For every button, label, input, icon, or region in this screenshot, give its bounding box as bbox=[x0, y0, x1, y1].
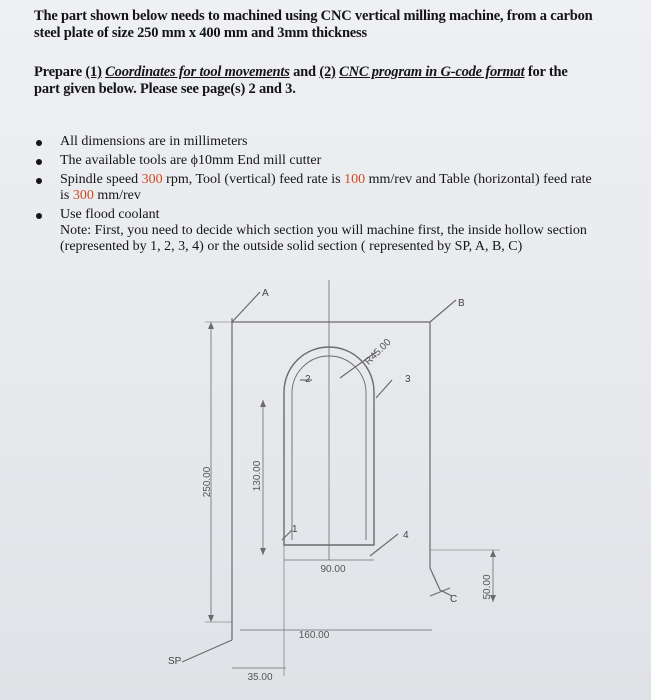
label-point-1: 1 bbox=[292, 524, 298, 535]
label-SP: SP bbox=[168, 656, 182, 667]
dim-label-offset-x: 35.00 bbox=[247, 672, 273, 683]
bullet-tools-size: ϕ10mm bbox=[190, 153, 234, 168]
prepare-lead: Prepare bbox=[34, 64, 86, 80]
tool-feed-value: 100 bbox=[344, 172, 366, 187]
prepare-item2-number: (2) bbox=[319, 64, 336, 80]
bullet-tools-post: End mill cutter bbox=[233, 153, 322, 168]
bullet-coolant: Use flood coolant bbox=[60, 207, 160, 222]
prepare-item1-text: Coordinates for tool movements bbox=[105, 64, 290, 80]
label-point-3: 3 bbox=[405, 374, 411, 385]
bullet-spindle-line2-post: mm/rev bbox=[93, 188, 141, 203]
arrow-head bbox=[260, 548, 266, 555]
table-feed-value: 300 bbox=[72, 188, 94, 203]
spindle-speed-value: 300 bbox=[141, 172, 163, 187]
sp-line bbox=[182, 640, 232, 662]
leader-3 bbox=[376, 380, 392, 398]
dim-label-radius: R45.00 bbox=[362, 336, 394, 368]
prepare-and: and bbox=[289, 64, 320, 80]
arrow-head bbox=[208, 615, 214, 622]
label-C: C bbox=[450, 594, 458, 605]
intro-line-1: The part shown below needs to machined using CNC vertical milling machine, from a carbon bbox=[34, 8, 593, 24]
prepare-tail: for the bbox=[524, 64, 568, 80]
intro-line-2: steel plate of size 250 mm x 400 mm and 3mm thickness bbox=[34, 25, 367, 41]
label-point-2: 2 bbox=[305, 374, 311, 385]
dim-label-height-outer: 250.00 bbox=[202, 466, 213, 498]
bullet-spindle-mid1: rpm, Tool (vertical) feed rate is bbox=[162, 172, 345, 187]
dim-label-offset-y: 50.00 bbox=[482, 574, 493, 600]
arrow-head bbox=[208, 322, 214, 329]
dim-label-inner-width: 90.00 bbox=[320, 564, 346, 575]
bullet-spindle-pre: Spindle speed bbox=[60, 172, 142, 187]
outer-top-edge bbox=[232, 322, 452, 596]
bullet-tools-pre: The available tools are bbox=[60, 153, 191, 168]
outer-chamfer-top bbox=[430, 300, 456, 322]
bullet-dimensions: All dimensions are in millimeters bbox=[60, 134, 248, 149]
prepare-item2-text: CNC program in G-code format bbox=[339, 64, 525, 80]
note-line-2: (represented by 1, 2, 3, 4) or the outside solid section ( represented by SP, A, B, C) bbox=[60, 239, 523, 254]
arrow-head bbox=[490, 550, 496, 557]
prepare-item1-number: (1) bbox=[85, 64, 102, 80]
label-A: A bbox=[262, 288, 269, 299]
prepare-line-2: part given below. Please see page(s) 2 and 3. bbox=[34, 81, 296, 97]
bullet-spindle-mid2: mm/rev and Table (horizontal) feed rate bbox=[365, 172, 592, 187]
label-B: B bbox=[458, 298, 465, 309]
outer-profile bbox=[232, 292, 260, 322]
dim-label-height-inner: 130.00 bbox=[252, 460, 263, 492]
note-line-1: Note: First, you need to decide which section you will machine first, the inside hollow section bbox=[60, 223, 587, 238]
arrow-head bbox=[260, 400, 266, 407]
bullet-spindle-line2-pre: is bbox=[60, 188, 73, 203]
dim-label-outer-width: 160.00 bbox=[298, 630, 330, 641]
label-point-4: 4 bbox=[403, 530, 409, 541]
